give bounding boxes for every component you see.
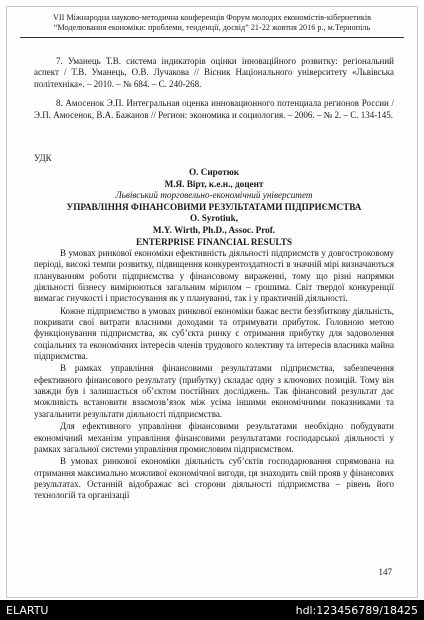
repository-footer xyxy=(0,600,424,620)
affiliation: Львівський торговельно-економічний університет xyxy=(115,190,313,201)
author-2-en: M.Y. Wirth, Ph.D., Assoc. Prof. xyxy=(152,224,276,235)
body-paragraph: Для ефективного управління фінансовими результатами необхідно побудувати економічний механізм управління фінансовими результатами господарської діяльності у рамках загальної системи управління промисловим підприємством. xyxy=(34,421,394,454)
footer-repository-name[interactable]: ELARTU xyxy=(6,603,49,617)
author-1: О. Сиротюк xyxy=(188,167,240,177)
reference-item: 7. Уманець Т.В. система індикаторів оцінки інноваційного розвитку: регіональний аспект / Т.В. Уманець, О.В. Лучакова // Вісник Національного університету «Львівська політехніка». – 2010. – № 684. – С. 240-268. xyxy=(34,56,394,89)
body-paragraph: В рамках управління фінансовими результатами підприємства, забезпечення ефективного фінансового результату (прибутку) складає одну з ключових позицій. Тому він завжди був і залишається об’єктом постійних досліджень. Так фінансовий результат дає можливість встановити взаємозв’язок між усіма іншими економічними показниками та узагальнити результати діяльності підприємства. xyxy=(34,363,394,419)
article-heading xyxy=(34,167,394,248)
footer-handle-link[interactable]: hdl:123456789/18425 xyxy=(295,603,418,617)
header-rule xyxy=(20,37,404,38)
reference-item: 8. Амосенок Э.П. Интегральная оценка инновационного потенциала регионов России / Э.П. Амосенок, В.А. Бажанов // Регион: экономика и социология. – 2006. – № 2. – С. 134-145. xyxy=(34,98,394,120)
running-header xyxy=(20,13,404,33)
body-paragraph: Кожне підприємство в умовах ринкової економіки бажає вести беззбиткову діяльність, покривати свої витрати власними доходами та отримувати прибуток. Головною метою функціонування підприємства, як суб’єкта ринку є отримання прибутку для задоволення соціальних та економічних інтересів членів трудового колективу та інтересів власника майна підприємства. xyxy=(34,305,394,362)
body-paragraph: В умовах ринкової економіки ефективність діяльності підприємств у довгостроковому періоді, високі темпи розвитку, підвищення конкурентоздатності в значній мірі визначаються плануванням роботи підприємства у фінансовому вираженні, тому що різні напрямки діяльності бізнесу вимірюються загальним мірилом – грошима. Світ твердої конкуренції вимагає гнучкості і пристосування як у плануванні, так і у практичній діяльності. xyxy=(34,248,394,304)
author-2: М.Я. Вірт, к.е.н., доцент xyxy=(164,178,264,189)
header-line-1: VII Міжнародна науково-методична конференція Форум молодих економістів-кібернетиків xyxy=(52,13,372,22)
body-paragraph: В умовах ринкової економіки діяльність суб’єктів господарювання спрямована на отримання максимально можливої економічної вигоди, ця знаходить свій прояв у фінансових результатах. Останній відображає всі сторони діяльності підприємства – рівень його технологій та організації xyxy=(34,456,394,501)
header-line-2: “Моделювання економіки: проблеми, тенденції, досвід” 21-22 жовтня 2016 р., м.Тернопіль xyxy=(53,23,371,32)
author-1-en: O. Syrotiuk, xyxy=(189,213,239,224)
article-body xyxy=(34,248,394,503)
article-title-en: ENTERPRISE FINANCIAL RESULTS xyxy=(136,236,292,247)
page-number: 147 xyxy=(378,567,392,577)
article-title-ua: УПРАВЛІННЯ ФІНАНСОВИМИ РЕЗУЛЬТАТАМИ ПІДПРИЄМСТВА xyxy=(66,201,362,212)
udk-label: УДК xyxy=(34,153,52,163)
reference-list xyxy=(34,56,394,121)
